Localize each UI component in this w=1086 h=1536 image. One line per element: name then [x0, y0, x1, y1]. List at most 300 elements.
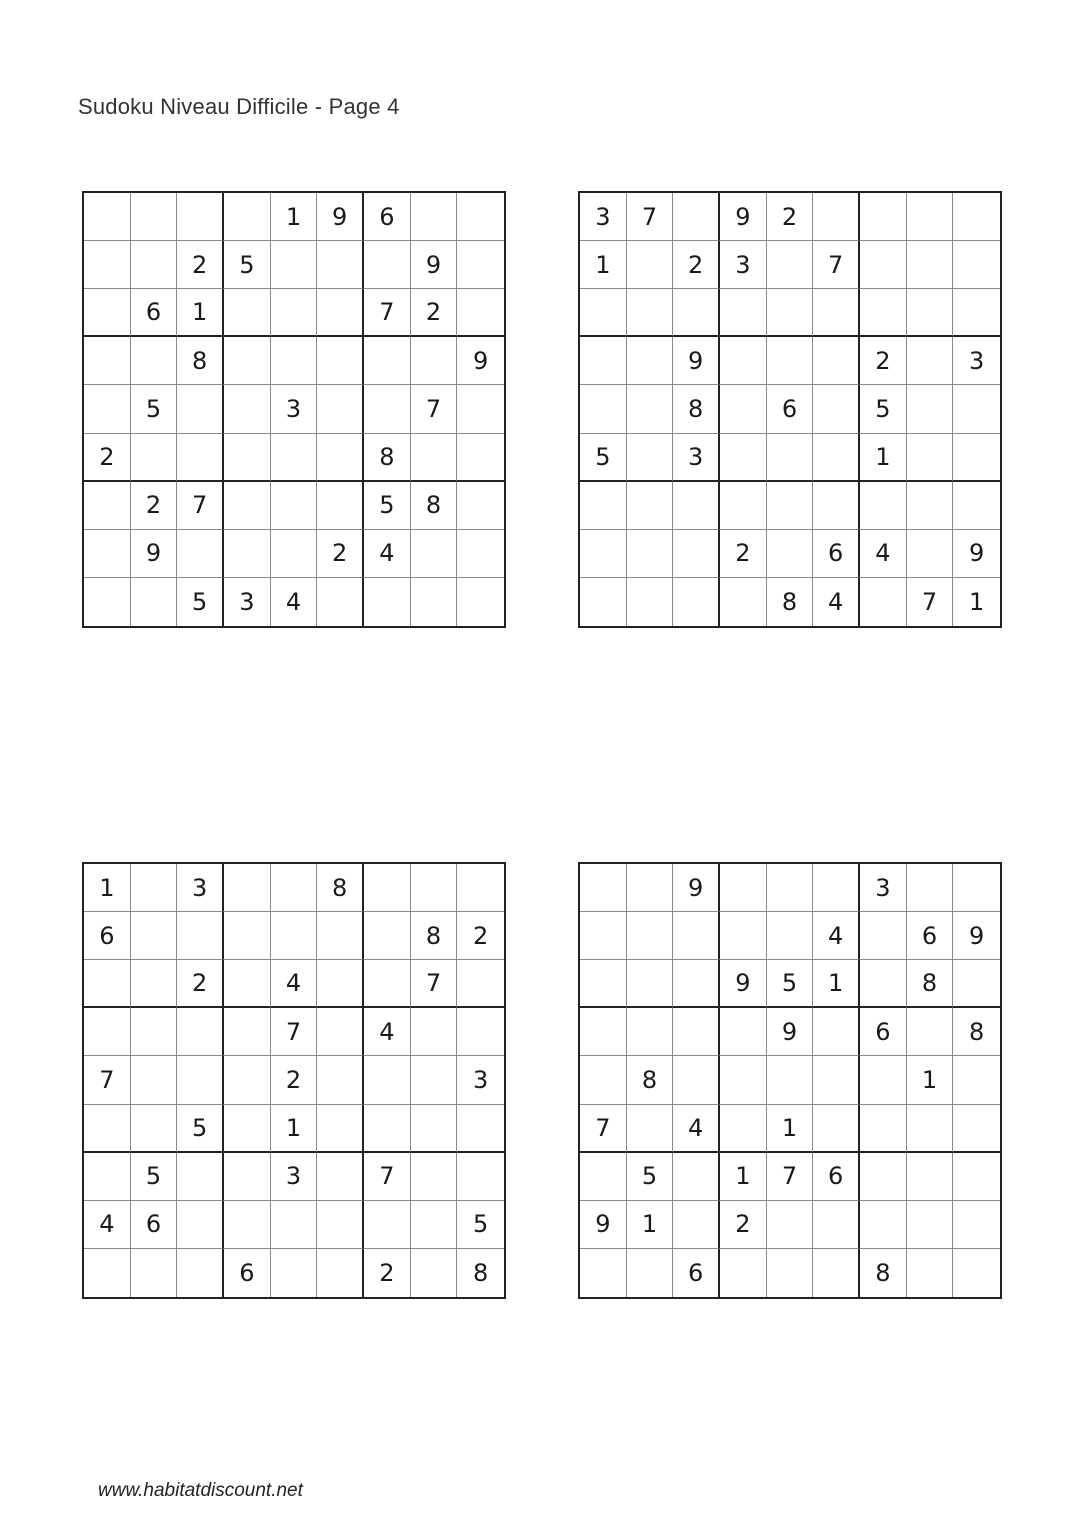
sudoku-cell [84, 241, 131, 289]
sudoku-cell [673, 578, 720, 626]
sudoku-cell: 6 [860, 1008, 907, 1056]
sudoku-cell: 4 [813, 912, 860, 960]
sudoku-cell [813, 193, 860, 241]
sudoku-cell [907, 337, 954, 385]
sudoku-cell [457, 1105, 504, 1153]
sudoku-cell [907, 241, 954, 289]
sudoku-cell: 2 [860, 337, 907, 385]
sudoku-cell: 1 [177, 289, 224, 337]
sudoku-cell: 7 [767, 1153, 814, 1201]
sudoku-cell: 8 [767, 578, 814, 626]
sudoku-cell: 3 [457, 1056, 504, 1104]
sudoku-cell [627, 912, 674, 960]
sudoku-cell [411, 864, 458, 912]
sudoku-cell [364, 912, 411, 960]
sudoku-cell: 1 [84, 864, 131, 912]
sudoku-cell [411, 1249, 458, 1297]
sudoku-cell: 2 [720, 1201, 767, 1249]
sudoku-cell: 6 [813, 530, 860, 578]
sudoku-cell: 1 [813, 960, 860, 1008]
sudoku-cell [860, 960, 907, 1008]
sudoku-cell: 3 [720, 241, 767, 289]
sudoku-cell: 2 [767, 193, 814, 241]
sudoku-cell [317, 1153, 364, 1201]
sudoku-cell [177, 1056, 224, 1104]
sudoku-cell [457, 434, 504, 482]
sudoku-cell [177, 1201, 224, 1249]
sudoku-cell: 2 [457, 912, 504, 960]
sudoku-cell [411, 530, 458, 578]
sudoku-cell: 8 [673, 385, 720, 433]
sudoku-cell [627, 434, 674, 482]
sudoku-cell [224, 960, 271, 1008]
sudoku-cell [364, 1105, 411, 1153]
sudoku-cell [767, 1249, 814, 1297]
sudoku-cell [907, 1105, 954, 1153]
sudoku-cell [580, 289, 627, 337]
sudoku-cell: 5 [131, 1153, 178, 1201]
sudoku-cell: 9 [317, 193, 364, 241]
sudoku-cell [580, 1056, 627, 1104]
sudoku-cell: 6 [767, 385, 814, 433]
sudoku-cell: 2 [271, 1056, 318, 1104]
sudoku-cell [364, 385, 411, 433]
sudoku-cell [84, 578, 131, 626]
sudoku-cell [411, 434, 458, 482]
sudoku-cell: 4 [271, 960, 318, 1008]
sudoku-cell [767, 1201, 814, 1249]
sudoku-cell [673, 482, 720, 530]
sudoku-cell [953, 482, 1000, 530]
sudoku-cell [317, 1249, 364, 1297]
sudoku-cell: 5 [860, 385, 907, 433]
sudoku-cell [907, 864, 954, 912]
sudoku-cell [411, 337, 458, 385]
sudoku-cell [224, 1105, 271, 1153]
sudoku-cell: 6 [813, 1153, 860, 1201]
sudoku-cell: 7 [84, 1056, 131, 1104]
sudoku-cell [673, 960, 720, 1008]
sudoku-cell [580, 385, 627, 433]
sudoku-cell [84, 1008, 131, 1056]
sudoku-cell: 5 [131, 385, 178, 433]
sudoku-cell: 6 [84, 912, 131, 960]
sudoku-cell [177, 912, 224, 960]
sudoku-cell [953, 1249, 1000, 1297]
sudoku-cell: 4 [364, 1008, 411, 1056]
sudoku-cell: 4 [271, 578, 318, 626]
sudoku-cell [580, 912, 627, 960]
sudoku-cell: 3 [177, 864, 224, 912]
sudoku-cell [317, 1201, 364, 1249]
sudoku-cell [580, 337, 627, 385]
sudoku-cell [364, 578, 411, 626]
sudoku-cell: 9 [673, 337, 720, 385]
sudoku-cell [720, 1008, 767, 1056]
sudoku-cell [224, 289, 271, 337]
sudoku-cell: 5 [457, 1201, 504, 1249]
sudoku-cell [907, 482, 954, 530]
sudoku-cell: 2 [411, 289, 458, 337]
sudoku-cell [860, 1201, 907, 1249]
sudoku-cell [813, 1056, 860, 1104]
sudoku-cell [131, 1105, 178, 1153]
sudoku-cell [364, 241, 411, 289]
sudoku-cell [271, 864, 318, 912]
sudoku-cell: 4 [673, 1105, 720, 1153]
sudoku-cell [860, 1153, 907, 1201]
sudoku-cell [953, 960, 1000, 1008]
sudoku-cell: 7 [813, 241, 860, 289]
sudoku-cell: 8 [627, 1056, 674, 1104]
sudoku-cell [767, 912, 814, 960]
sudoku-cell [580, 1249, 627, 1297]
sudoku-cell [177, 193, 224, 241]
sudoku-cell: 8 [364, 434, 411, 482]
sudoku-cell [767, 1056, 814, 1104]
sudoku-cell [84, 482, 131, 530]
sudoku-cell [813, 1201, 860, 1249]
sudoku-grid-4 [578, 862, 1002, 1299]
sudoku-cell: 9 [411, 241, 458, 289]
sudoku-cell [907, 385, 954, 433]
sudoku-cell [411, 1056, 458, 1104]
sudoku-cell: 6 [224, 1249, 271, 1297]
sudoku-cell [673, 1056, 720, 1104]
sudoku-cell [411, 1201, 458, 1249]
sudoku-cell [224, 337, 271, 385]
sudoku-cell [411, 1105, 458, 1153]
sudoku-cell [177, 1249, 224, 1297]
sudoku-cell [953, 434, 1000, 482]
sudoku-cell [457, 193, 504, 241]
sudoku-cell [131, 578, 178, 626]
sudoku-cell: 3 [224, 578, 271, 626]
sudoku-cell [457, 1153, 504, 1201]
sudoku-cell: 7 [907, 578, 954, 626]
sudoku-cell [953, 289, 1000, 337]
sudoku-cell [364, 864, 411, 912]
sudoku-cell [364, 960, 411, 1008]
sudoku-cell [627, 1105, 674, 1153]
sudoku-grid-2 [578, 191, 1002, 628]
sudoku-cell [953, 1153, 1000, 1201]
sudoku-cell [364, 337, 411, 385]
sudoku-cell: 1 [767, 1105, 814, 1153]
sudoku-cell: 3 [953, 337, 1000, 385]
sudoku-cell: 2 [131, 482, 178, 530]
sudoku-cell [457, 960, 504, 1008]
sudoku-cell [84, 1153, 131, 1201]
sudoku-cell: 5 [224, 241, 271, 289]
sudoku-cell: 7 [411, 960, 458, 1008]
sudoku-cell [131, 912, 178, 960]
sudoku-cell: 7 [627, 193, 674, 241]
sudoku-cell: 3 [860, 864, 907, 912]
sudoku-cell [627, 1249, 674, 1297]
sudoku-cell [627, 241, 674, 289]
sudoku-cell [720, 578, 767, 626]
sudoku-cell [224, 1008, 271, 1056]
sudoku-cell [813, 1008, 860, 1056]
sudoku-cell: 7 [364, 289, 411, 337]
sudoku-cell [813, 337, 860, 385]
sudoku-cell [317, 912, 364, 960]
sudoku-cell [813, 289, 860, 337]
sudoku-cell: 1 [271, 1105, 318, 1153]
sudoku-cell: 6 [907, 912, 954, 960]
sudoku-cell: 2 [673, 241, 720, 289]
sudoku-cell [271, 1201, 318, 1249]
sudoku-grid-1 [82, 191, 506, 628]
sudoku-cell [720, 385, 767, 433]
sudoku-cell [364, 1201, 411, 1249]
sudoku-cell [767, 482, 814, 530]
sudoku-cell [720, 434, 767, 482]
sudoku-cell: 7 [580, 1105, 627, 1153]
sudoku-cell [860, 482, 907, 530]
sudoku-cell [580, 530, 627, 578]
sudoku-cell [953, 1105, 1000, 1153]
sudoku-cell [411, 193, 458, 241]
sudoku-cell: 9 [457, 337, 504, 385]
sudoku-cell [860, 1056, 907, 1104]
sudoku-cell [720, 337, 767, 385]
sudoku-cell [271, 482, 318, 530]
sudoku-cell: 9 [767, 1008, 814, 1056]
sudoku-cell [317, 960, 364, 1008]
sudoku-cell: 7 [271, 1008, 318, 1056]
sudoku-cell: 2 [364, 1249, 411, 1297]
sudoku-cell: 1 [627, 1201, 674, 1249]
sudoku-cell [907, 434, 954, 482]
sudoku-cell [177, 1008, 224, 1056]
sudoku-cell: 5 [177, 578, 224, 626]
sudoku-cell: 6 [364, 193, 411, 241]
sudoku-cell: 6 [131, 1201, 178, 1249]
sudoku-cell [84, 385, 131, 433]
sudoku-cell [411, 578, 458, 626]
sudoku-cell: 4 [84, 1201, 131, 1249]
sudoku-cell [953, 241, 1000, 289]
sudoku-cell [767, 289, 814, 337]
sudoku-cell: 3 [673, 434, 720, 482]
sudoku-cell: 3 [271, 385, 318, 433]
sudoku-cell: 5 [177, 1105, 224, 1153]
sudoku-cell [131, 864, 178, 912]
sudoku-cell [767, 337, 814, 385]
sudoku-cell [317, 289, 364, 337]
sudoku-cell [673, 289, 720, 337]
sudoku-cell: 1 [907, 1056, 954, 1104]
sudoku-cell [720, 289, 767, 337]
sudoku-cell [224, 193, 271, 241]
sudoku-cell [767, 241, 814, 289]
sudoku-cell [953, 385, 1000, 433]
sudoku-cell [767, 530, 814, 578]
sudoku-cell [767, 864, 814, 912]
sudoku-cell [953, 193, 1000, 241]
sudoku-cell [813, 1249, 860, 1297]
sudoku-cell [457, 1008, 504, 1056]
sudoku-cell [907, 289, 954, 337]
sudoku-cell [767, 434, 814, 482]
sudoku-cell [84, 530, 131, 578]
page-title: Sudoku Niveau Difficile - Page 4 [78, 94, 400, 119]
sudoku-cell [224, 482, 271, 530]
sudoku-cell [720, 1249, 767, 1297]
sudoku-cell [224, 434, 271, 482]
sudoku-cell [580, 482, 627, 530]
sudoku-cell [720, 864, 767, 912]
sudoku-cell [813, 864, 860, 912]
sudoku-cell [271, 289, 318, 337]
sudoku-cell [131, 337, 178, 385]
sudoku-cell [84, 289, 131, 337]
sudoku-cell: 9 [673, 864, 720, 912]
sudoku-cell [317, 241, 364, 289]
sudoku-cell: 5 [580, 434, 627, 482]
sudoku-cell: 2 [177, 241, 224, 289]
sudoku-cell: 8 [860, 1249, 907, 1297]
sudoku-cell [317, 482, 364, 530]
sudoku-cell [317, 385, 364, 433]
sudoku-cell [411, 1153, 458, 1201]
sudoku-cell [317, 1105, 364, 1153]
sudoku-cell [224, 530, 271, 578]
sudoku-cell [627, 1008, 674, 1056]
sudoku-cell [627, 578, 674, 626]
sudoku-cell [271, 912, 318, 960]
sudoku-cell [317, 1056, 364, 1104]
sudoku-cell: 7 [177, 482, 224, 530]
sudoku-cell: 1 [720, 1153, 767, 1201]
sudoku-cell [224, 912, 271, 960]
sudoku-cell [860, 241, 907, 289]
sudoku-cell [457, 241, 504, 289]
sudoku-cell: 8 [907, 960, 954, 1008]
sudoku-cell: 8 [411, 912, 458, 960]
sudoku-cell [177, 385, 224, 433]
sudoku-cell [860, 578, 907, 626]
sudoku-cell [813, 434, 860, 482]
sudoku-cell: 1 [271, 193, 318, 241]
sudoku-cell: 9 [131, 530, 178, 578]
sudoku-cell: 4 [860, 530, 907, 578]
sudoku-cell: 7 [364, 1153, 411, 1201]
sudoku-cell: 8 [953, 1008, 1000, 1056]
sudoku-cell [813, 482, 860, 530]
sudoku-cell: 5 [767, 960, 814, 1008]
sudoku-cell [627, 864, 674, 912]
sudoku-cell [673, 1008, 720, 1056]
sudoku-cell [84, 1249, 131, 1297]
sudoku-cell: 8 [473, 1258, 489, 1287]
sudoku-cell [84, 960, 131, 1008]
sudoku-cell [131, 434, 178, 482]
sudoku-cell [953, 864, 1000, 912]
sudoku-cell [860, 912, 907, 960]
sudoku-cell: 1 [580, 241, 627, 289]
sudoku-cell [720, 912, 767, 960]
sudoku-cell [907, 1153, 954, 1201]
sudoku-cell: 5 [364, 482, 411, 530]
sudoku-cell: 4 [813, 578, 860, 626]
sudoku-cell [131, 960, 178, 1008]
sudoku-cell [457, 482, 504, 530]
sudoku-cell [907, 530, 954, 578]
sudoku-cell [84, 337, 131, 385]
sudoku-cell [673, 530, 720, 578]
sudoku-cell [457, 578, 504, 626]
sudoku-cell [907, 1201, 954, 1249]
sudoku-cell: 9 [720, 960, 767, 1008]
sudoku-cell [271, 337, 318, 385]
sudoku-cell [177, 1153, 224, 1201]
sudoku-cell [224, 864, 271, 912]
sudoku-cell: 1 [969, 587, 985, 616]
sudoku-cell: 9 [953, 912, 1000, 960]
sudoku-cell [953, 1201, 1000, 1249]
sudoku-cell [860, 1105, 907, 1153]
sudoku-cell [271, 241, 318, 289]
sudoku-cell [271, 434, 318, 482]
sudoku-cell [907, 193, 954, 241]
sudoku-cell: 9 [953, 530, 1000, 578]
sudoku-cell [317, 578, 364, 626]
sudoku-cell [627, 337, 674, 385]
sudoku-cell [720, 482, 767, 530]
sudoku-cell [177, 530, 224, 578]
sudoku-cell [860, 193, 907, 241]
sudoku-cell: 9 [720, 193, 767, 241]
sudoku-cell: 6 [673, 1249, 720, 1297]
sudoku-cell [224, 1056, 271, 1104]
sudoku-cell [457, 530, 504, 578]
sudoku-cell [907, 1008, 954, 1056]
sudoku-cell: 2 [720, 530, 767, 578]
sudoku-cell [131, 1249, 178, 1297]
sudoku-cell: 2 [177, 960, 224, 1008]
sudoku-cell [627, 289, 674, 337]
sudoku-cell [580, 578, 627, 626]
sudoku-cell [271, 1249, 318, 1297]
sudoku-cell [457, 864, 504, 912]
sudoku-cell: 4 [364, 530, 411, 578]
sudoku-cell: 3 [580, 193, 627, 241]
sudoku-cell [457, 289, 504, 337]
sudoku-cell [364, 1056, 411, 1104]
sudoku-cell [457, 385, 504, 433]
sudoku-cell [673, 1153, 720, 1201]
sudoku-cell [411, 1008, 458, 1056]
sudoku-cell: 8 [411, 482, 458, 530]
sudoku-cell: 1 [860, 434, 907, 482]
sudoku-grid-3 [82, 862, 506, 1299]
sudoku-cell [673, 1201, 720, 1249]
sudoku-cell [271, 530, 318, 578]
sudoku-cell [224, 1201, 271, 1249]
sudoku-cell [627, 482, 674, 530]
sudoku-cell: 2 [317, 530, 364, 578]
sudoku-cell [627, 960, 674, 1008]
sudoku-cell [317, 1008, 364, 1056]
sudoku-cell [84, 1105, 131, 1153]
sudoku-cell [673, 193, 720, 241]
sudoku-cell [813, 385, 860, 433]
sudoku-cell [131, 241, 178, 289]
sudoku-cell: 8 [317, 864, 364, 912]
